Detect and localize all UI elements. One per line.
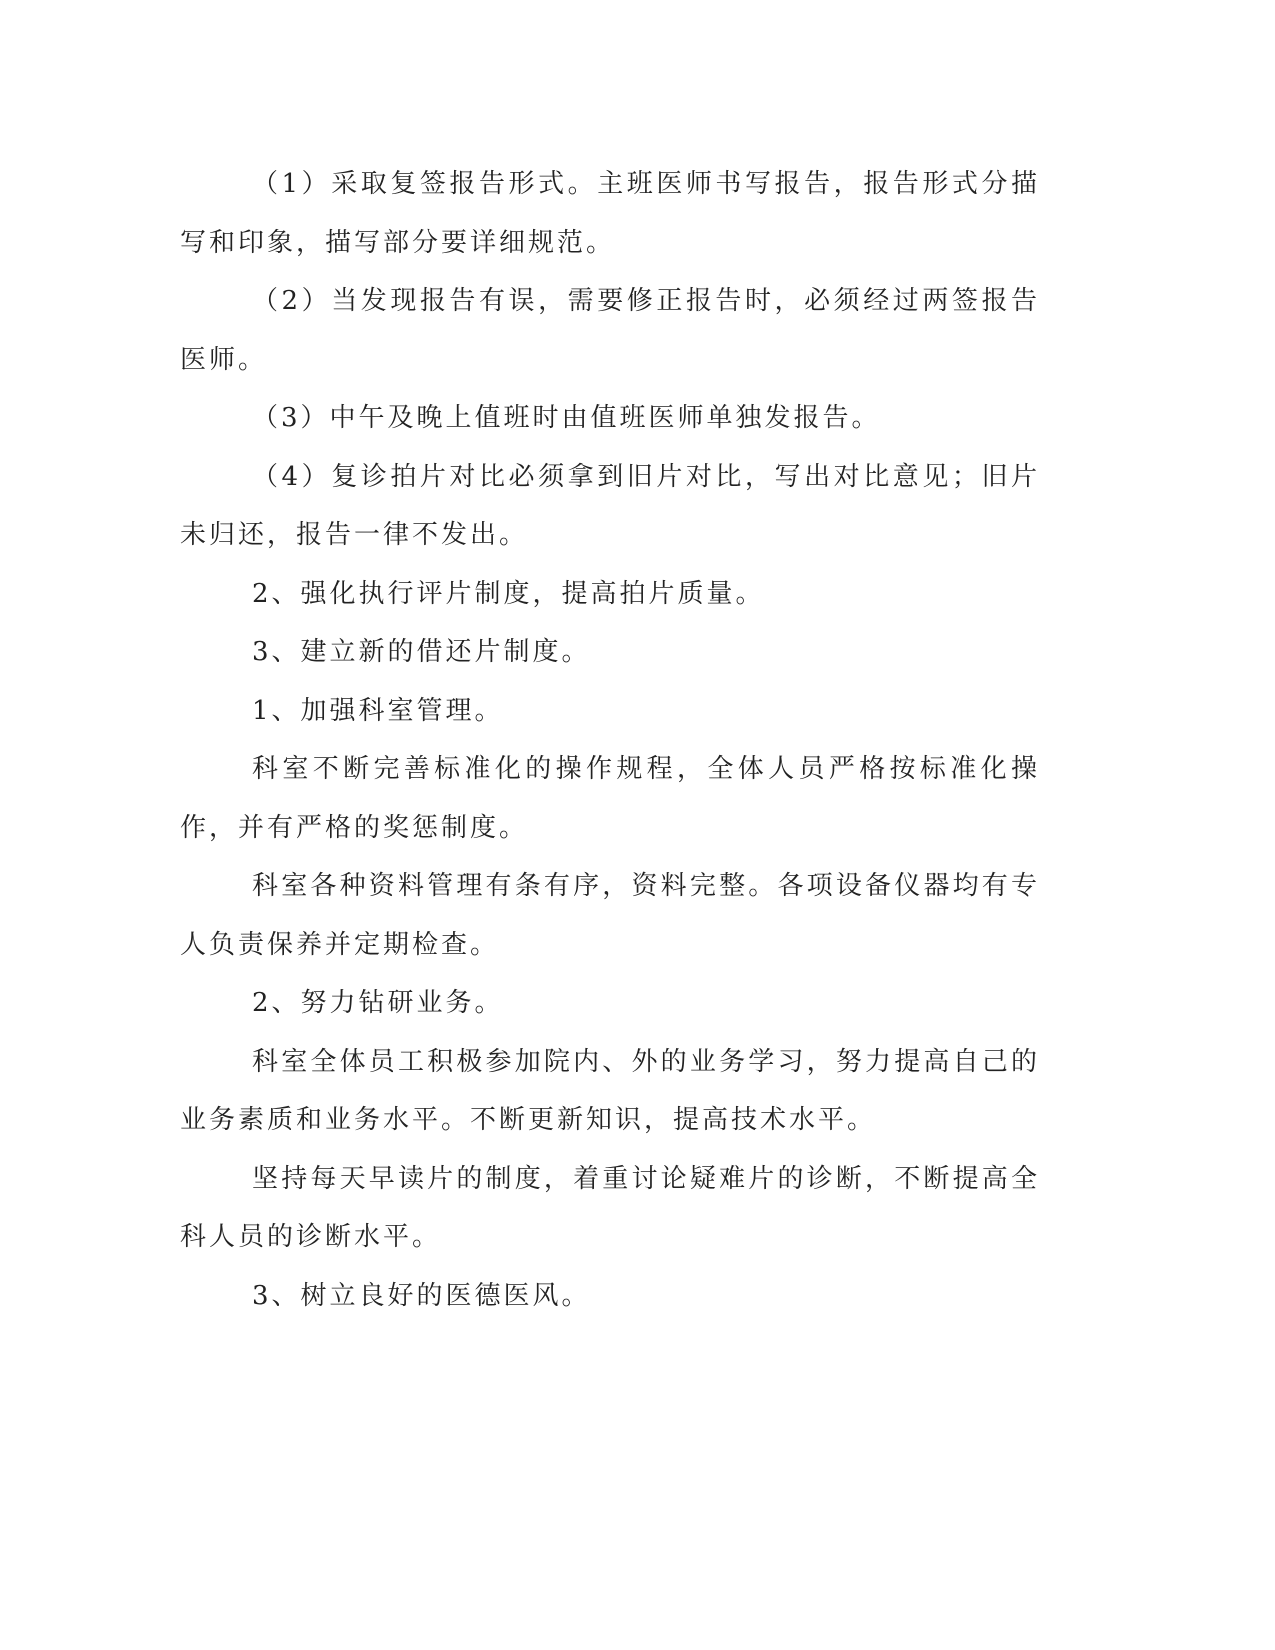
paragraph-medical-ethics: 3、树立良好的医德医风。 <box>252 1280 591 1311</box>
paragraph-study-business: 2、努力钻研业务。 <box>252 988 504 1018</box>
paragraph-film-lending: 3、建立新的借还片制度。 <box>252 637 591 667</box>
paragraph-department-management: 1、加强科室管理。 <box>252 695 504 726</box>
paragraph-duty-report: （3）中午及晚上值班时由值班医师单独发报告。 <box>252 403 881 433</box>
paragraph-film-review: 2、强化执行评片制度，提高拍片质量。 <box>252 578 765 609</box>
paragraph-followup-comparison: （4）复诊拍片对比必须拿到旧片对比，写出对比意见；旧片未归还，报告一律不发出。 <box>180 461 1040 550</box>
paragraph-staff-learning: 科室全体员工积极参加院内、外的业务学习，努力提高自己的业务素质和业务水平。不断更新知识，提高技术水平。 <box>180 1046 1040 1135</box>
document-body <box>180 155 1040 1325</box>
paragraph-morning-reading: 坚持每天早读片的制度，着重讨论疑难片的诊断，不断提高全科人员的诊断水平。 <box>180 1163 1040 1252</box>
paragraph-report-correction: （2）当发现报告有误，需要修正报告时，必须经过两签报告医师。 <box>180 286 1040 375</box>
paragraph-report-format: （1）采取复签报告形式。主班医师书写报告，报告形式分描写和印象，描写部分要详细规范。 <box>180 169 1040 258</box>
paragraph-records-equipment: 科室各种资料管理有条有序，资料完整。各项设备仪器均有专人负责保养并定期检查。 <box>180 871 1040 960</box>
paragraph-standard-procedures: 科室不断完善标准化的操作规程，全体人员严格按标准化操作，并有严格的奖惩制度。 <box>180 754 1040 843</box>
